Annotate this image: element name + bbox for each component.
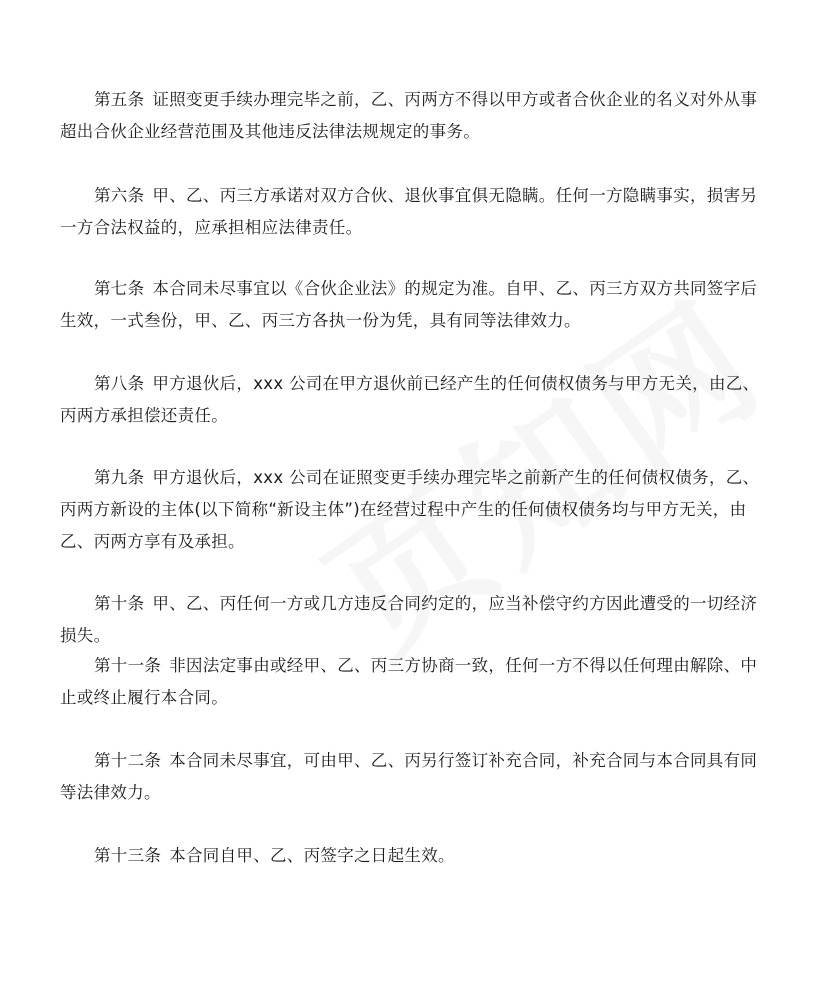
clause-number: 第七条 xyxy=(94,279,145,298)
clause-text: 甲方退伙后，xxx 公司在甲方退伙前已经产生的任何债权债务与甲方无关，由乙、丙两方承担偿还责任。 xyxy=(60,374,760,425)
clause-text: 甲、乙、丙三方承诺对双方合伙、退伙事宜俱无隐瞒。任何一方隐瞒事实，损害另一方合法权益的，应承担相应法律责任。 xyxy=(60,186,758,237)
clause-text: 本合同未尽事宜，可由甲、乙、丙另行签订补充合同，补充合同与本合同具有同等法律效力。 xyxy=(60,751,758,802)
clause-text: 本合同未尽事宜以《合伙企业法》的规定为准。自甲、乙、丙三方双方共同签字后生效，一式叁份，甲、乙、丙三方各执一份为凭，具有同等法律效力。 xyxy=(60,279,758,330)
clause-5 xyxy=(60,84,772,148)
clause-10 xyxy=(60,588,772,652)
clause-number: 第十条 xyxy=(94,594,145,613)
clause-text: 本合同自甲、乙、丙签字之日起生效。 xyxy=(169,846,455,865)
clause-number: 第九条 xyxy=(94,468,145,487)
clause-number: 第十二条 xyxy=(94,751,162,770)
clause-8 xyxy=(60,368,772,432)
clause-12 xyxy=(60,745,772,809)
clause-11 xyxy=(60,650,772,714)
clause-9 xyxy=(60,462,772,558)
clause-number: 第十一条 xyxy=(94,656,162,675)
clause-number: 第十三条 xyxy=(94,846,162,865)
clause-number: 第五条 xyxy=(94,90,145,109)
clause-text: 甲、乙、丙任何一方或几方违反合同约定的，应当补偿守约方因此遭受的一切经济损失。 xyxy=(60,594,758,645)
clause-6 xyxy=(60,180,772,244)
clause-7 xyxy=(60,273,772,337)
clause-number: 第六条 xyxy=(94,186,145,205)
clause-number: 第八条 xyxy=(94,374,145,393)
clause-text: 甲方退伙后，xxx 公司在证照变更手续办理完毕之前新产生的任何债权债务，乙、丙两方新设的主体(以下简称“新设主体”)在经营过程中产生的任何债权债务均与甲方无关，由乙、丙两方享有及承担。 xyxy=(60,468,760,551)
clause-text: 证照变更手续办理完毕之前，乙、丙两方不得以甲方或者合伙企业的名义对外从事超出合伙企业经营范围及其他违反法律法规规定的事务。 xyxy=(60,90,758,141)
clause-text: 非因法定事由或经甲、乙、丙三方协商一致，任何一方不得以任何理由解除、中止或终止履行本合同。 xyxy=(60,656,758,707)
clause-13 xyxy=(60,840,772,872)
